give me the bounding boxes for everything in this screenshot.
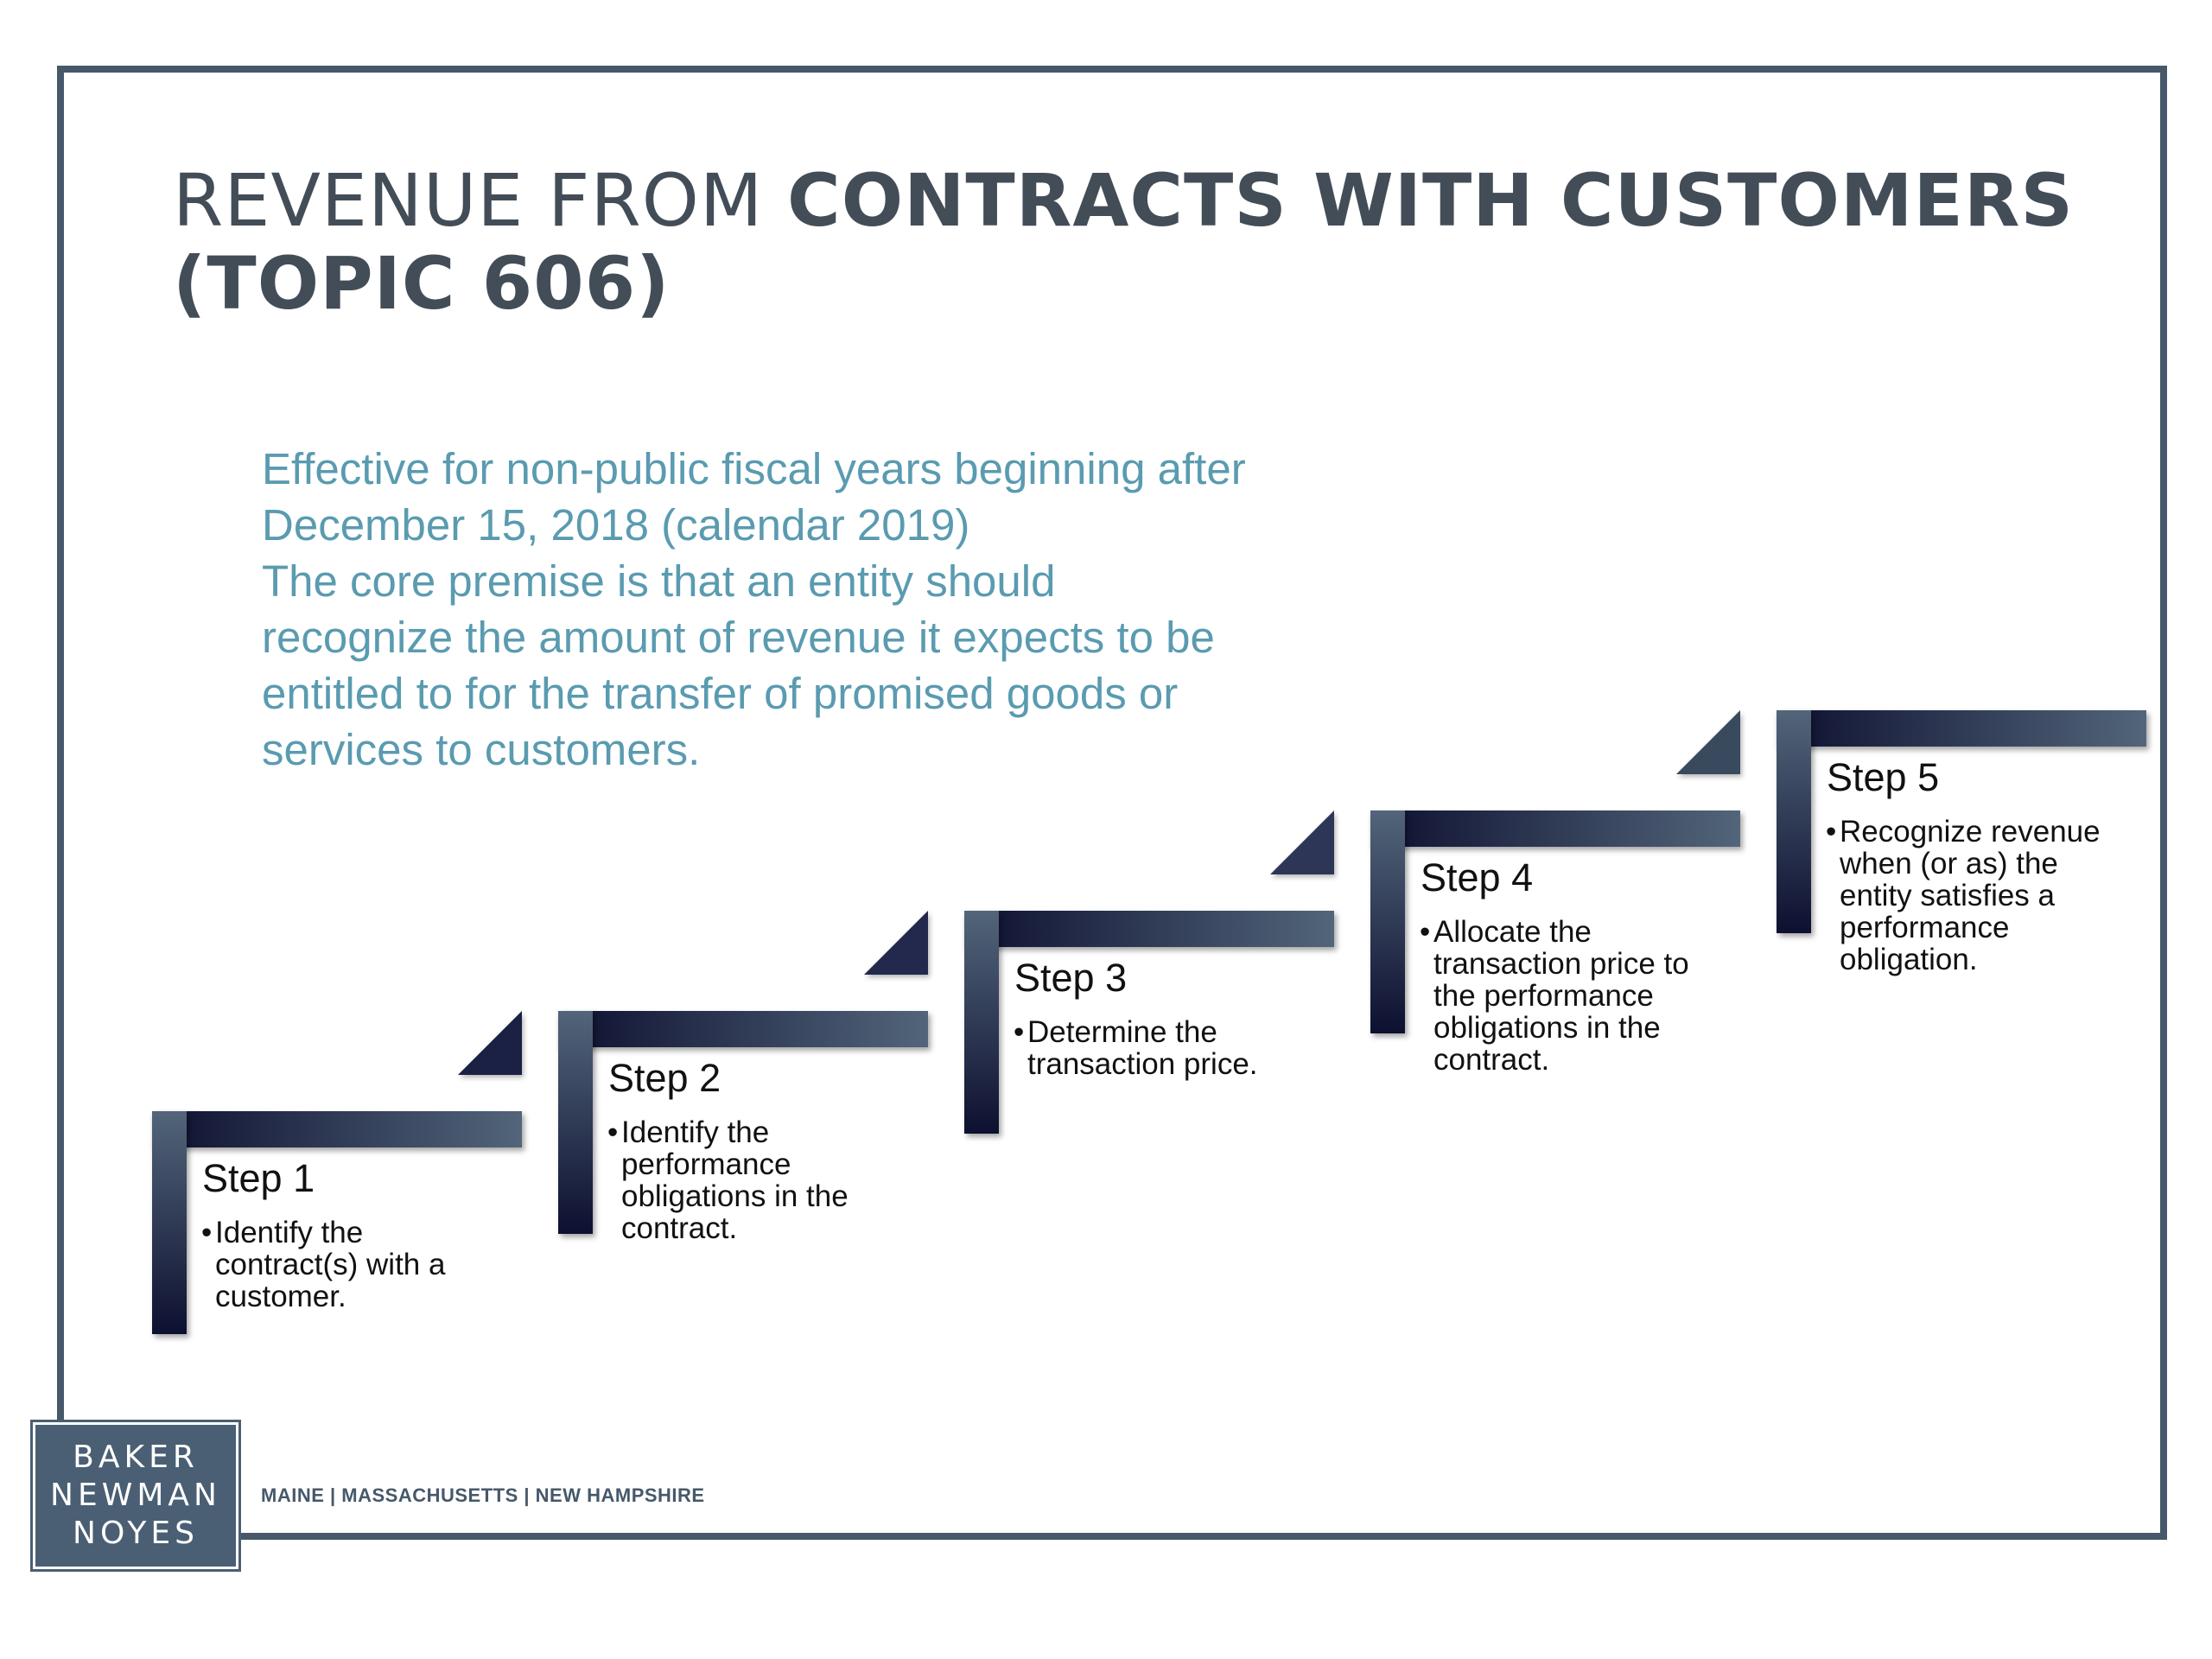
step-2-description-text: Identify the performance obligations in the contract. (621, 1116, 849, 1245)
step-4-bar-vertical (1370, 810, 1405, 1033)
step-3-bar-vertical (964, 911, 999, 1134)
intro-text (262, 441, 1255, 778)
step-4-title: Step 4 (1421, 855, 1534, 899)
step-5-description (1826, 815, 2125, 976)
logo-line-baker: BAKER (73, 1440, 199, 1475)
step-5-title: Step 5 (1827, 755, 1940, 799)
step-2-description (607, 1116, 872, 1245)
step-2-arrow (864, 911, 928, 975)
step-5-bar-vertical (1777, 710, 1811, 933)
step-1-bar-horizontal (152, 1111, 522, 1147)
page-title (173, 159, 2074, 325)
step-4-description-text: Allocate the transaction price to the performance obligations in the contract. (1433, 915, 1689, 1077)
step-1-bar-vertical (152, 1111, 187, 1334)
logo-line-newman: NEWMAN (50, 1478, 221, 1513)
step-5-bullet: • (1826, 815, 1837, 849)
title-light: REVENUE FROM (173, 158, 788, 243)
step-4-bar-horizontal (1370, 810, 1740, 847)
footer-states: MAINE | MASSACHUSETTS | NEW HAMPSHIRE (261, 1484, 705, 1506)
company-logo (33, 1422, 238, 1569)
intro-effective-date: Effective for non-public fiscal years beginning after December 15, 2018 (calendar 2019) (262, 444, 1246, 550)
step-2-bullet: • (607, 1116, 619, 1149)
step-3-title: Step 3 (1014, 956, 1128, 1000)
step-3-bullet: • (1014, 1015, 1025, 1049)
step-3-arrow (1270, 810, 1334, 874)
step-2-bar-horizontal (558, 1011, 928, 1047)
step-4-arrow (1676, 710, 1740, 774)
step-5-bar-horizontal (1777, 710, 2146, 747)
title-bold-line1: CONTRACTS WITH CUSTOMERS (787, 158, 2075, 243)
step-3-bar-horizontal (964, 911, 1334, 947)
intro-core-premise: The core premise is that an entity should recognize the amount of revenue it expects to be entitled to for the transfer of promised goods or services to customers. (262, 556, 1215, 774)
step-4-bullet: • (1420, 915, 1431, 949)
step-2-title: Step 2 (608, 1056, 721, 1100)
step-1-bullet: • (201, 1216, 213, 1249)
step-4-description (1420, 915, 1719, 1077)
step-3-description (1014, 1015, 1295, 1081)
logo-line-noyes: NOYES (73, 1516, 199, 1551)
step-2-bar-vertical (558, 1011, 593, 1234)
title-bold-line2: (TOPIC 606) (173, 241, 671, 326)
step-1-description-text: Identify the contract(s) with a customer. (215, 1216, 446, 1313)
step-3-description-text: Determine the transaction price. (1027, 1015, 1258, 1081)
step-5-description-text: Recognize revenue when (or as) the entity satisfies a performance obligation. (1840, 815, 2101, 976)
step-1-description (201, 1216, 466, 1313)
step-1-title: Step 1 (202, 1156, 315, 1200)
step-1-arrow (458, 1011, 522, 1075)
